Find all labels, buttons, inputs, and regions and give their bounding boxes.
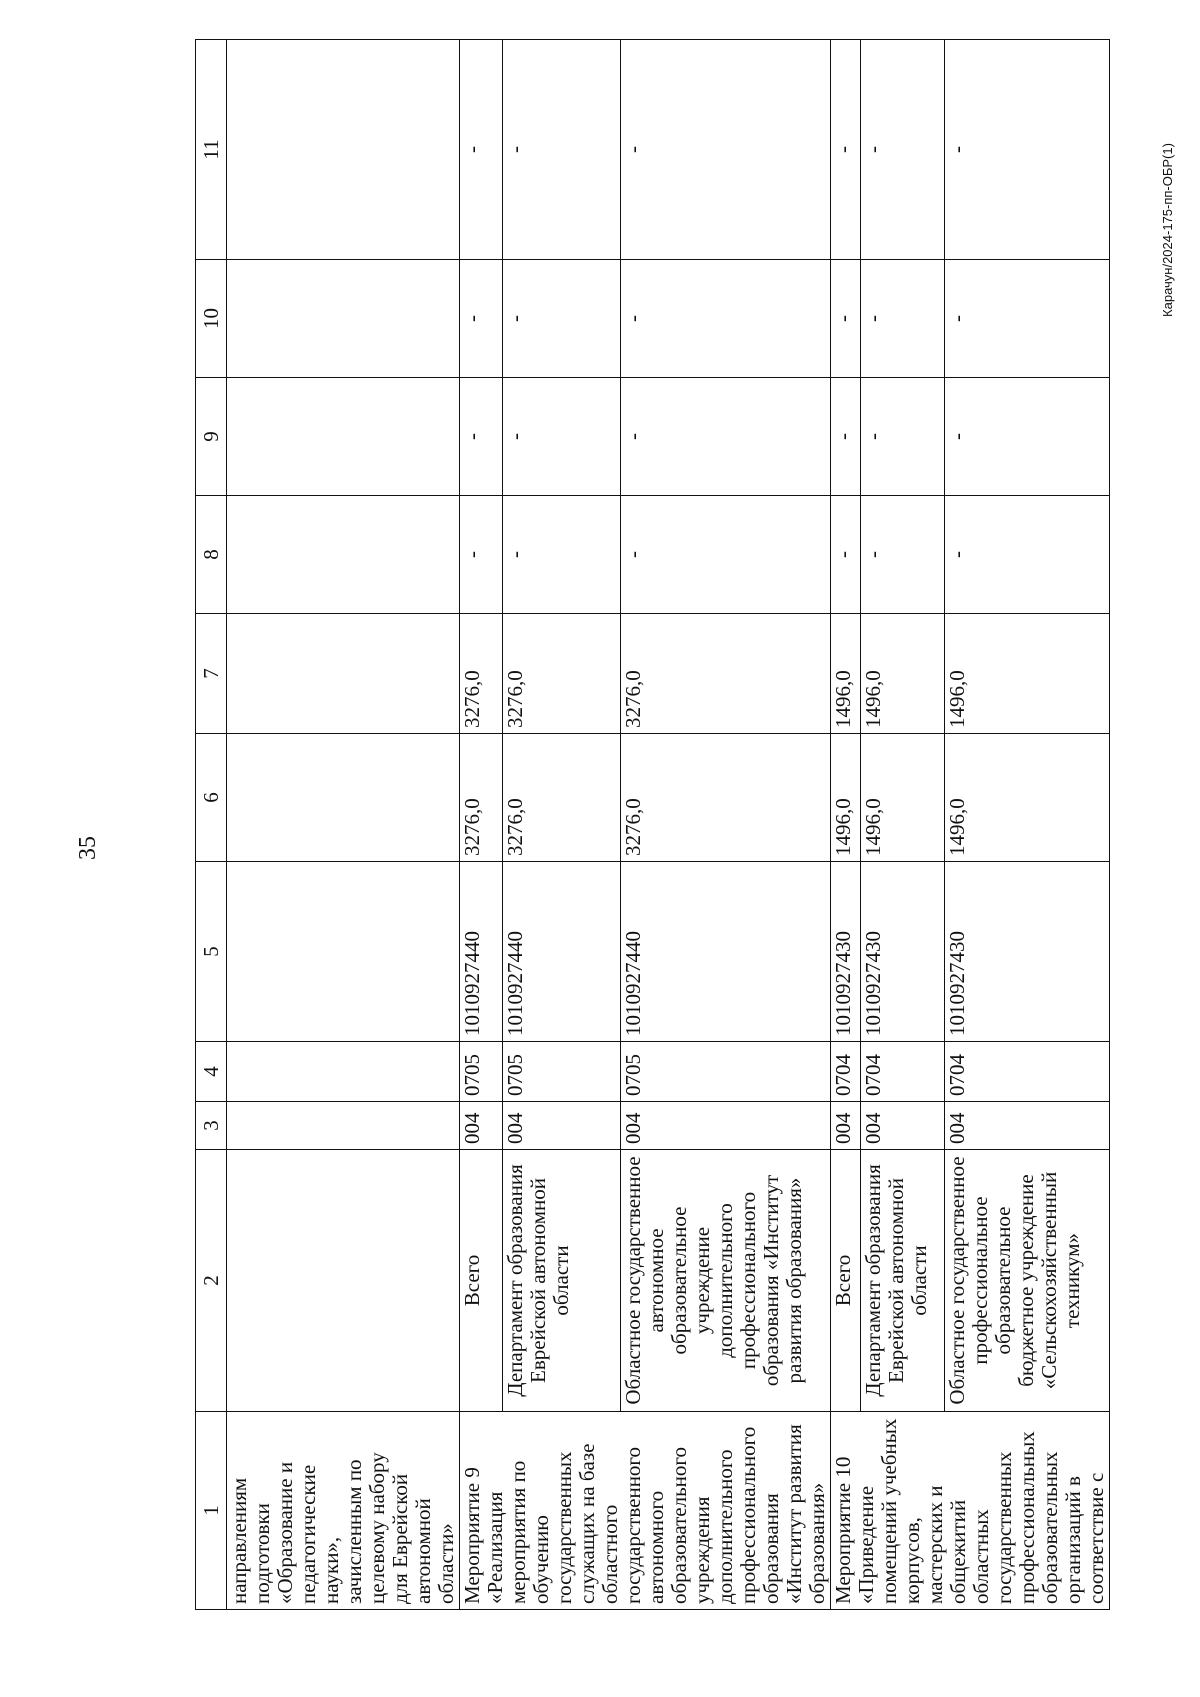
m9-institution-col9: - [621,378,831,496]
m9-department-col10: - [502,260,620,378]
m9-institution-col10: - [621,260,831,378]
budget-table-rotated [195,40,1108,1610]
document-code: Карачун/2024-175-пп-ОБР(1) [1160,143,1175,317]
m9-department-col9: - [502,378,620,496]
m10-total-col3: 004 [831,1102,861,1150]
m10-department-row [861,40,945,1610]
m10-total-col5: 1010927430 [831,862,861,1042]
m10-institution-col9: - [945,378,1110,496]
m10-total-col7: 1496,0 [831,614,861,734]
m10-department-col6: 1496,0 [861,734,945,862]
m10-total-col10: - [831,260,861,378]
m9-total-col8: - [460,496,503,614]
m9-department-col4: 0705 [502,1042,620,1102]
m10-institution-col11: - [945,40,1110,260]
header-col-11: 11 [196,40,227,260]
m10-institution-col7: 1496,0 [945,614,1110,734]
m10-institution-col6: 1496,0 [945,734,1110,862]
m10-department-col3: 004 [861,1102,945,1150]
m9-institution-col7: 3276,0 [621,614,831,734]
m9-department-col11: - [502,40,620,260]
m9-institution-col6: 3276,0 [621,734,831,862]
m10-institution-col10: - [945,260,1110,378]
m9-total-col5: 1010927440 [460,862,503,1042]
header-col-9: 9 [196,378,227,496]
header-col-5: 5 [196,862,227,1042]
m10-institution-row [945,40,1110,1610]
m10-department-col5: 1010927430 [861,862,945,1042]
m10-total-label: Всего [831,1150,861,1412]
m10-institution-col8: - [945,496,1110,614]
m9-total-col3: 004 [460,1102,503,1150]
m9-department-col7: 3276,0 [502,614,620,734]
m10-total-col4: 0704 [831,1042,861,1102]
m9-department-col8: - [502,496,620,614]
m9-department-col3: 004 [502,1102,620,1150]
header-col-2: 2 [196,1150,227,1412]
m9-total-row [460,40,503,1610]
continuation-text: направлениям подготовки «Образование и педагогические науки», зачисленным по целевому набору для Еврейской автономной области» [227,1412,460,1610]
m10-total-col9: - [831,378,861,496]
header-col-1: 1 [196,1412,227,1610]
header-col-4: 4 [196,1042,227,1102]
header-col-6: 6 [196,734,227,862]
m10-department-col9: - [861,378,945,496]
m9-total-col9: - [460,378,503,496]
m10-total-col8: - [831,496,861,614]
m9-department-col5: 1010927440 [502,862,620,1042]
header-col-7: 7 [196,614,227,734]
m10-institution-col5: 1010927430 [945,862,1110,1042]
m10-department-col8: - [861,496,945,614]
m10-department-col4: 0704 [861,1042,945,1102]
m10-department-label: Департамент образования Еврейской автономной области [861,1150,945,1412]
m9-description: Мероприятие 9 «Реализация мероприятия по обучению государственных служащих на базе областного государственного автономного образовательного учреждения дополнительного профессионального образования «Институт развития образования» [460,1412,831,1610]
m9-total-col11: - [460,40,503,260]
m9-total-col7: 3276,0 [460,614,503,734]
m9-institution-col3: 004 [621,1102,831,1150]
m10-department-col7: 1496,0 [861,614,945,734]
page-number: 35 [75,836,101,860]
m9-institution-col8: - [621,496,831,614]
m9-department-row [502,40,620,1610]
continuation-row [227,40,460,1610]
m9-institution-label: Областное государственное автономное образовательное учреждение дополнительного профессионального образования «Институт развития образования» [621,1150,831,1412]
header-col-8: 8 [196,496,227,614]
m9-total-col4: 0705 [460,1042,503,1102]
budget-table [195,39,1110,1610]
m10-description: Мероприятие 10 «Приведение помещений учебных корпусов, мастерских и общежитий областных государственных профессиональных образовательных организаций в соответствие с [831,1412,1110,1610]
m9-total-label: Всего [460,1150,503,1412]
m9-institution-col11: - [621,40,831,260]
m9-institution-col5: 1010927440 [621,862,831,1042]
m9-department-col6: 3276,0 [502,734,620,862]
header-col-3: 3 [196,1102,227,1150]
m10-institution-col4: 0704 [945,1042,1110,1102]
m10-total-col6: 1496,0 [831,734,861,862]
m10-total-col11: - [831,40,861,260]
m9-institution-col4: 0705 [621,1042,831,1102]
header-col-10: 10 [196,260,227,378]
m10-department-col10: - [861,260,945,378]
m9-total-col10: - [460,260,503,378]
header-row [196,40,227,1610]
m10-institution-col3: 004 [945,1102,1110,1150]
m9-institution-row [621,40,831,1610]
m9-department-label: Департамент образования Еврейской автономной области [502,1150,620,1412]
m10-department-col11: - [861,40,945,260]
m10-institution-label: Областное государственное профессиональное образовательное бюджетное учреждение «Сельскохозяйственный техникум» [945,1150,1110,1412]
m9-total-col6: 3276,0 [460,734,503,862]
m10-total-row [831,40,861,1610]
